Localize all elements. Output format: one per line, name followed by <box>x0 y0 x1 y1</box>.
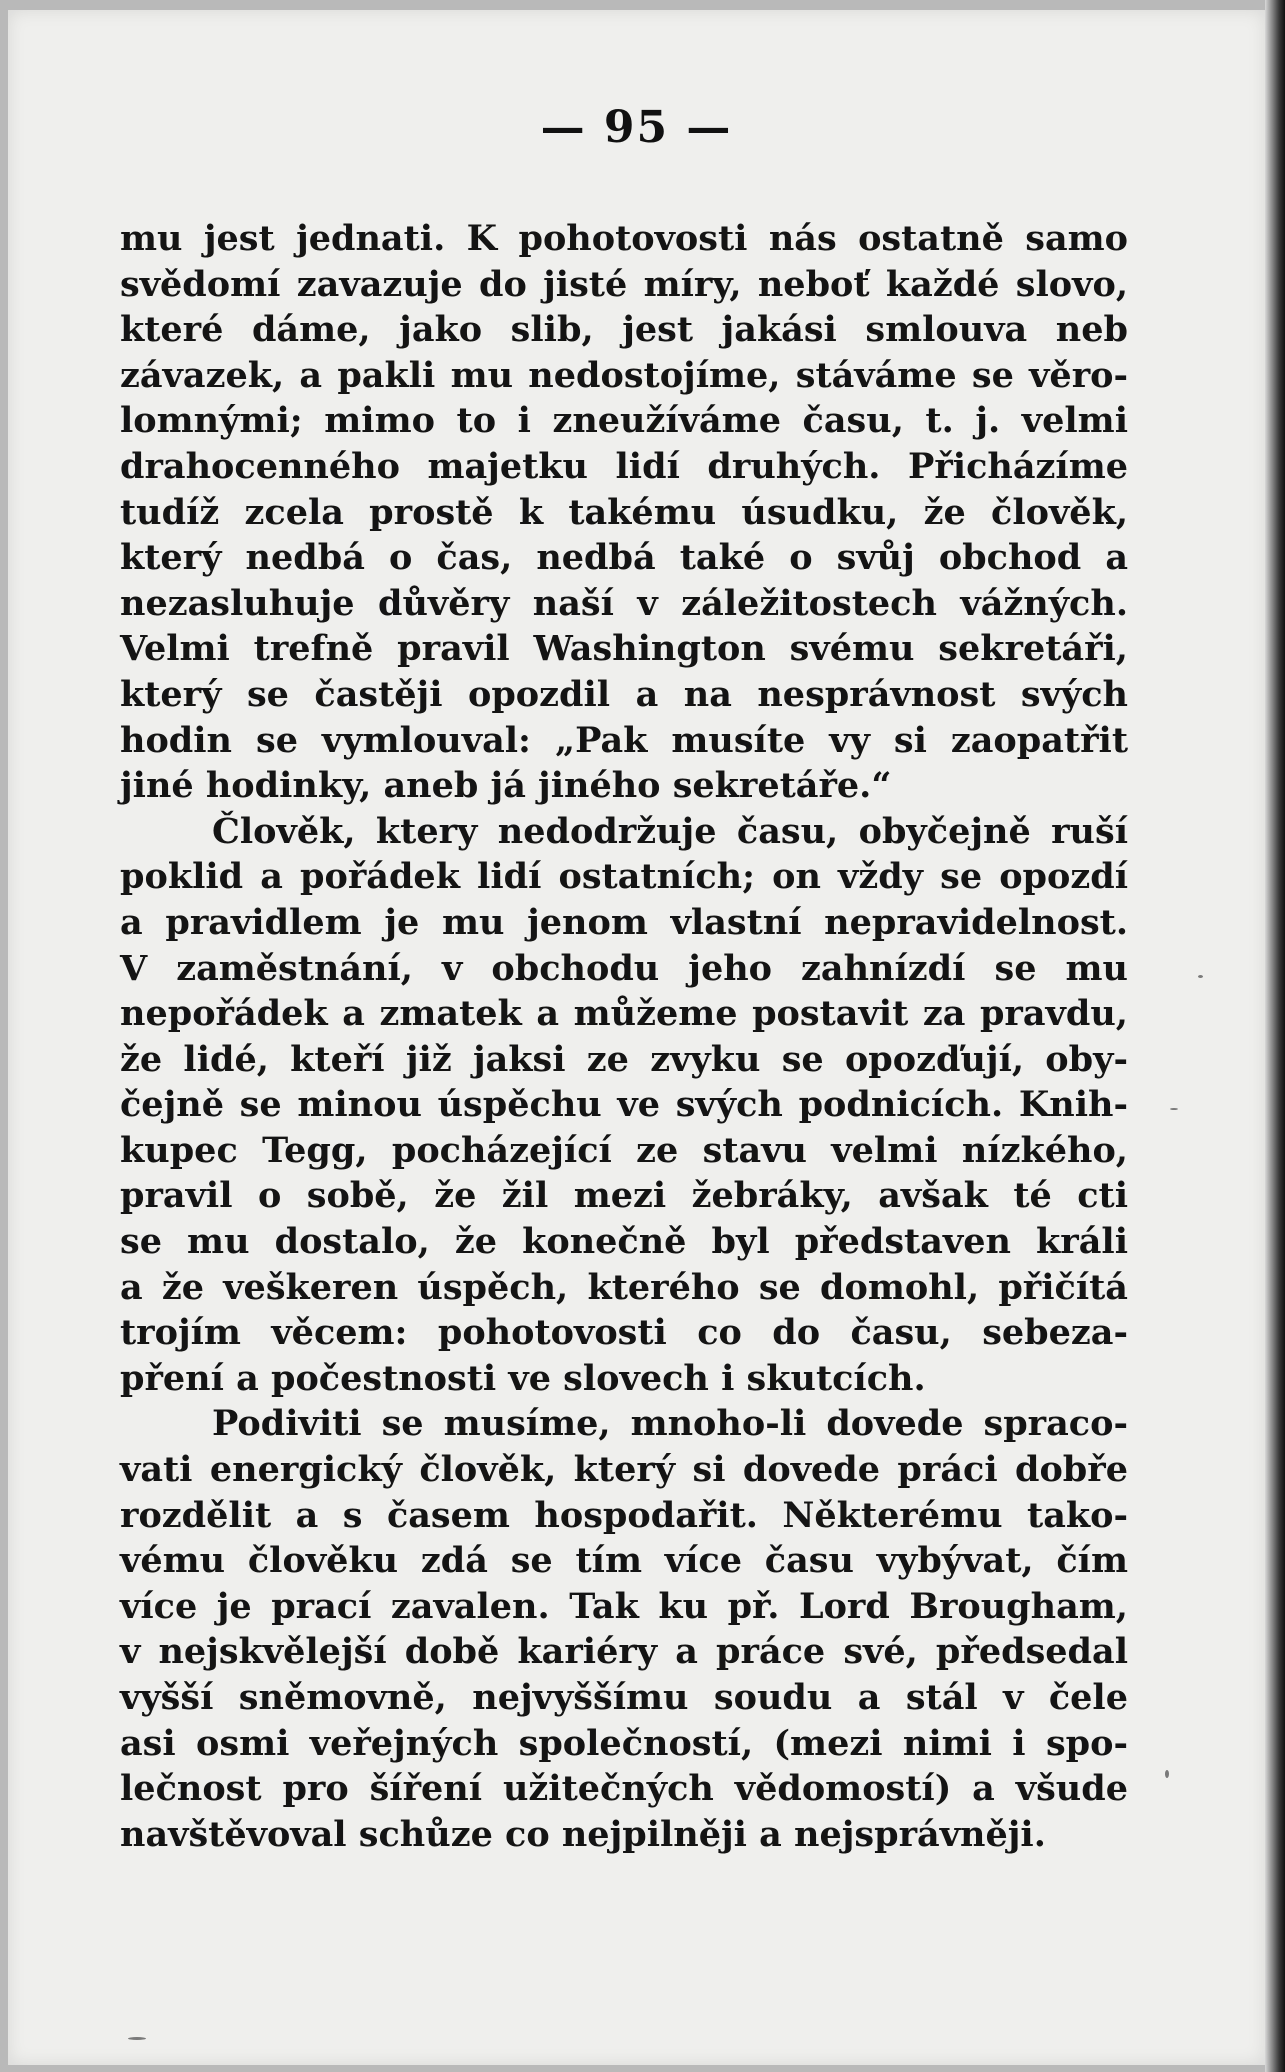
text-line: v nejskvělejší době kariéry a práce své, předsedal <box>120 1631 1128 1673</box>
text-line: nezasluhuje důvěry naší v záležitostech vážných. <box>120 582 1128 624</box>
paper-speck <box>1170 1108 1178 1110</box>
text-line: poklid a pořádek lidí ostatních; on vždy se opozdí <box>120 856 1128 898</box>
paper-speck <box>128 2037 146 2040</box>
text-line: Podiviti se musíme, mnoho-li dovede spraco- <box>212 1403 1128 1445</box>
text-line: vati energický člověk, který si dovede práci dobře <box>120 1449 1128 1491</box>
text-line: rozdělit a s časem hospodařit. Některému tako- <box>120 1494 1128 1536</box>
paragraph-1 <box>120 216 1128 809</box>
text-line: který se častěji opozdil a na nesprávnost svých <box>120 673 1128 715</box>
body-text <box>120 216 1128 1857</box>
text-line: Člověk, ktery nedodržuje času, obyčejně ruší <box>212 810 1128 852</box>
text-line: lomnými; mimo to i zneužíváme času, t. j. velmi <box>120 400 1128 442</box>
text-line: lečnost pro šíření užitečných vědomostí) a všude <box>120 1768 1128 1810</box>
text-line: jiné hodinky, aneb já jiného sekretáře.“ <box>120 765 892 807</box>
text-line: pravil o sobě, že žil mezi žebráky, avšak té cti <box>120 1175 1128 1217</box>
text-line: nepořádek a zmatek a můžeme postavit za pravdu, <box>120 993 1128 1035</box>
text-line: svědomí zavazuje do jisté míry, neboť každé slovo, <box>120 263 1128 305</box>
text-line: pření a počestnosti ve slovech i skutcích. <box>120 1357 926 1399</box>
text-line: čejně se minou úspěchu ve svých podnicích. Knih- <box>120 1084 1128 1126</box>
text-line: mu jest jednati. K pohotovosti nás ostatně samo <box>120 218 1128 259</box>
text-line: vému člověku zdá se tím více času vybývat, čím <box>120 1540 1128 1582</box>
book-binding-edge <box>1265 0 1285 2072</box>
book-page <box>8 10 1265 2065</box>
text-line: více je prací zavalen. Tak ku př. Lord Brougham, <box>120 1585 1128 1627</box>
text-line: hodin se vymlouval: „Pak musíte vy si zaopatřit <box>120 719 1128 761</box>
paragraph-3 <box>120 1401 1128 1857</box>
text-line: V zaměstnání, v obchodu jeho zahnízdí se mu <box>120 947 1128 989</box>
text-line: a že veškeren úspěch, kterého se domohl, přičítá <box>120 1266 1128 1308</box>
text-line: kupec Tegg, pocházející ze stavu velmi nízkého, <box>120 1129 1128 1171</box>
text-line: že lidé, kteří již jaksi ze zvyku se opozďují, oby- <box>120 1038 1128 1080</box>
page-number: — 95 — <box>540 102 733 153</box>
text-line: asi osmi veřejných společností, (mezi nimi i spo- <box>120 1722 1128 1764</box>
text-line: které dáme, jako slib, jest jakási smlouva neb <box>120 309 1128 351</box>
text-line: navštěvoval schůze co nejpilněji a nejsprávněji. <box>120 1813 1046 1855</box>
text-line: který nedbá o čas, nedbá také o svůj obchod a <box>120 537 1128 579</box>
text-line: vyšší sněmovně, nejvyššímu soudu a stál v čele <box>120 1677 1128 1718</box>
text-line: drahocenného majetku lidí druhých. Přicházíme <box>120 445 1128 487</box>
text-line: Velmi trefně pravil Washington svému sekretáři, <box>120 628 1128 670</box>
text-line: závazek, a pakli mu nedostojíme, stáváme se věro- <box>120 354 1128 396</box>
paper-speck <box>1165 1770 1169 1778</box>
text-line: se mu dostalo, že konečně byl představen králi <box>120 1221 1128 1263</box>
text-line: tudíž zcela prostě k takému úsudku, že člověk, <box>120 491 1128 533</box>
paper-speck <box>1198 975 1203 978</box>
text-line: trojím věcem: pohotovosti co do času, sebeza- <box>120 1312 1128 1354</box>
text-line: a pravidlem je mu jenom vlastní nepravidelnost. <box>120 901 1128 943</box>
paragraph-2 <box>120 809 1128 1402</box>
